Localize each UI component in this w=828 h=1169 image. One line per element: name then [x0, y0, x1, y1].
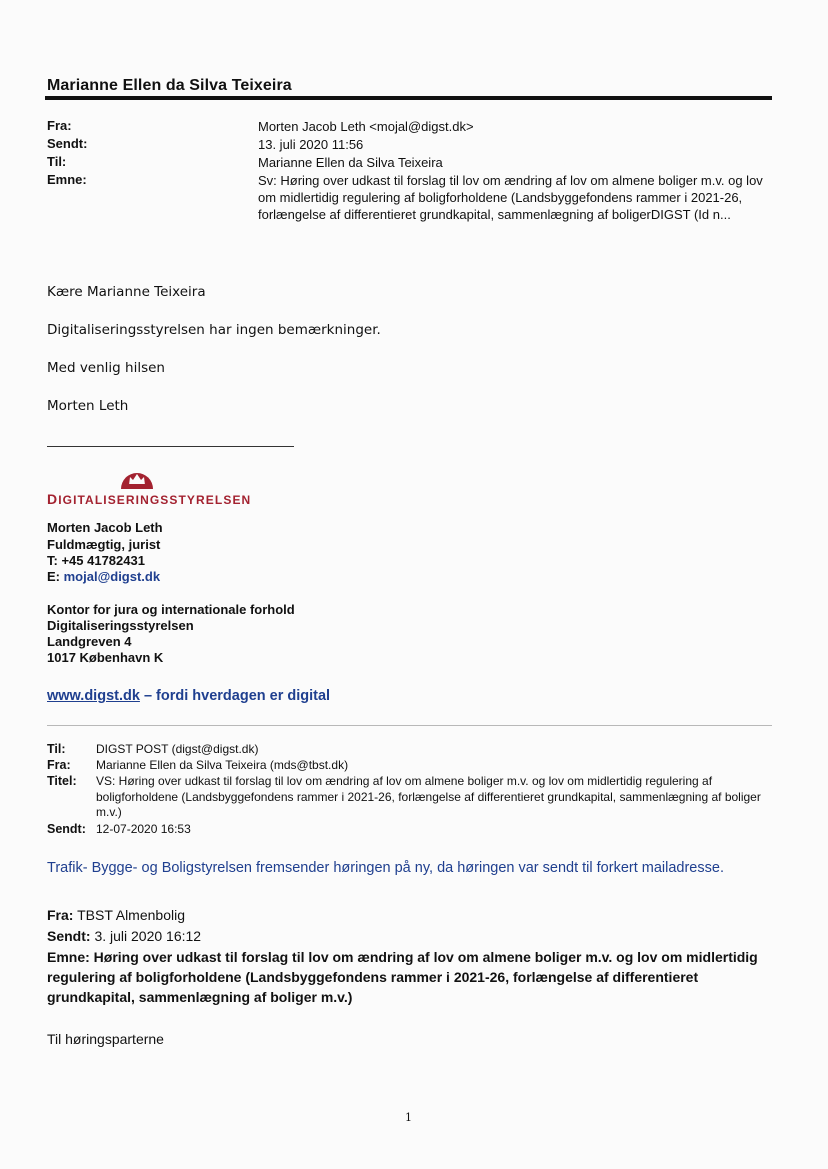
from-value: Morten Jacob Leth <mojal@digst.dk>	[258, 119, 474, 134]
message: Digitaliseringsstyrelsen har ingen bemærkninger.	[47, 322, 381, 338]
orig-salutation: Til høringsparterne	[47, 1031, 164, 1047]
signature-divider	[47, 446, 294, 447]
fwd-to-label: Til:	[47, 742, 66, 756]
orig-from-value: TBST Almenbolig	[73, 907, 185, 923]
sent-label: Sendt:	[47, 136, 88, 151]
signature-street: Landgreven 4	[47, 634, 132, 649]
crown-logo-icon	[120, 465, 154, 489]
to-label: Til:	[47, 154, 67, 169]
to-value: Marianne Ellen da Silva Teixeira	[258, 155, 443, 170]
greeting: Kære Marianne Teixeira	[47, 284, 206, 300]
page-number: 1	[405, 1111, 412, 1124]
fwd-title-value: VS: Høring over udkast til forslag til lov om ændring af lov om almene boliger m.v. og lov om midlertidig regulering af boligforholdene (Landsbyggefondens rammer i 2021-26, forlængelse af differentieret grundkapital, sammenlægning af boliger m.v.)	[96, 774, 761, 819]
signoff: Morten Leth	[47, 398, 129, 414]
orig-sent-line	[47, 926, 777, 946]
subject-label: Emne:	[47, 172, 87, 187]
website-link[interactable]: www.digst.dk	[47, 688, 140, 704]
fwd-to-value: DIGST POST (digst@digst.dk)	[96, 742, 259, 756]
orig-subject-line	[47, 947, 777, 1007]
agency-wordmark: DIGITALISERINGSSTYRELSEN	[47, 491, 252, 507]
sent-value: 13. juli 2020 11:56	[258, 137, 364, 152]
signature-email-label: E:	[47, 569, 60, 584]
signature-name: Morten Jacob Leth	[47, 520, 163, 535]
subject-value: Sv: Høring over udkast til forslag til lov om ændring af lov om almene boliger m.v. og lov om midlertidig regulering af boligforholdene (Landsbyggefondens rammer i 2021-26, forlængelse af differentieret grundkapital, sammenlægning af boligerDIGST (Id n...	[258, 173, 763, 222]
orig-subject-value: Høring over udkast til forslag til lov om ændring af lov om almene boliger m.v. og lov om midlertidig regulering af boligforholdene (Landsbyggefondens rammer i 2021-26, forlængelse af differentieret grundkapital, sammenlægning af boliger m.v.)	[47, 949, 758, 1005]
orig-from-line	[47, 905, 777, 925]
fwd-sent-label: Sendt:	[47, 822, 86, 836]
signature-office: Kontor for jura og internationale forhold	[47, 602, 295, 617]
fwd-title-label: Titel:	[47, 774, 77, 788]
orig-from-label: Fra:	[47, 907, 74, 923]
forward-divider	[47, 725, 772, 726]
orig-subject-label: Emne:	[47, 949, 90, 965]
fwd-from-label: Fra:	[47, 758, 71, 772]
signature-city: 1017 København K	[47, 650, 164, 665]
signature-org: Digitaliseringsstyrelsen	[47, 618, 194, 633]
signature-phone: T: +45 41782431	[47, 553, 145, 568]
sender-name: Marianne Ellen da Silva Teixeira	[47, 77, 292, 94]
signature-title: Fuldmægtig, jurist	[47, 537, 161, 552]
signature-email-row	[47, 569, 160, 586]
website-tagline: – fordi hverdagen er digital	[139, 688, 331, 704]
header-divider	[45, 96, 772, 100]
fwd-sent-value: 12-07-2020 16:53	[96, 822, 191, 836]
orig-sent-value: 3. juli 2020 16:12	[90, 928, 202, 944]
closing: Med venlig hilsen	[47, 360, 165, 376]
forward-notice: Trafik- Bygge- og Boligstyrelsen fremsender høringen på ny, da høringen var sendt til forkert mailadresse.	[47, 860, 724, 876]
signature-email-link[interactable]: mojal@digst.dk	[63, 569, 161, 584]
from-label: Fra:	[47, 118, 72, 133]
website-line	[47, 688, 330, 704]
fwd-from-value: Marianne Ellen da Silva Teixeira (mds@tbst.dk)	[96, 758, 349, 772]
orig-sent-label: Sendt:	[47, 928, 91, 944]
